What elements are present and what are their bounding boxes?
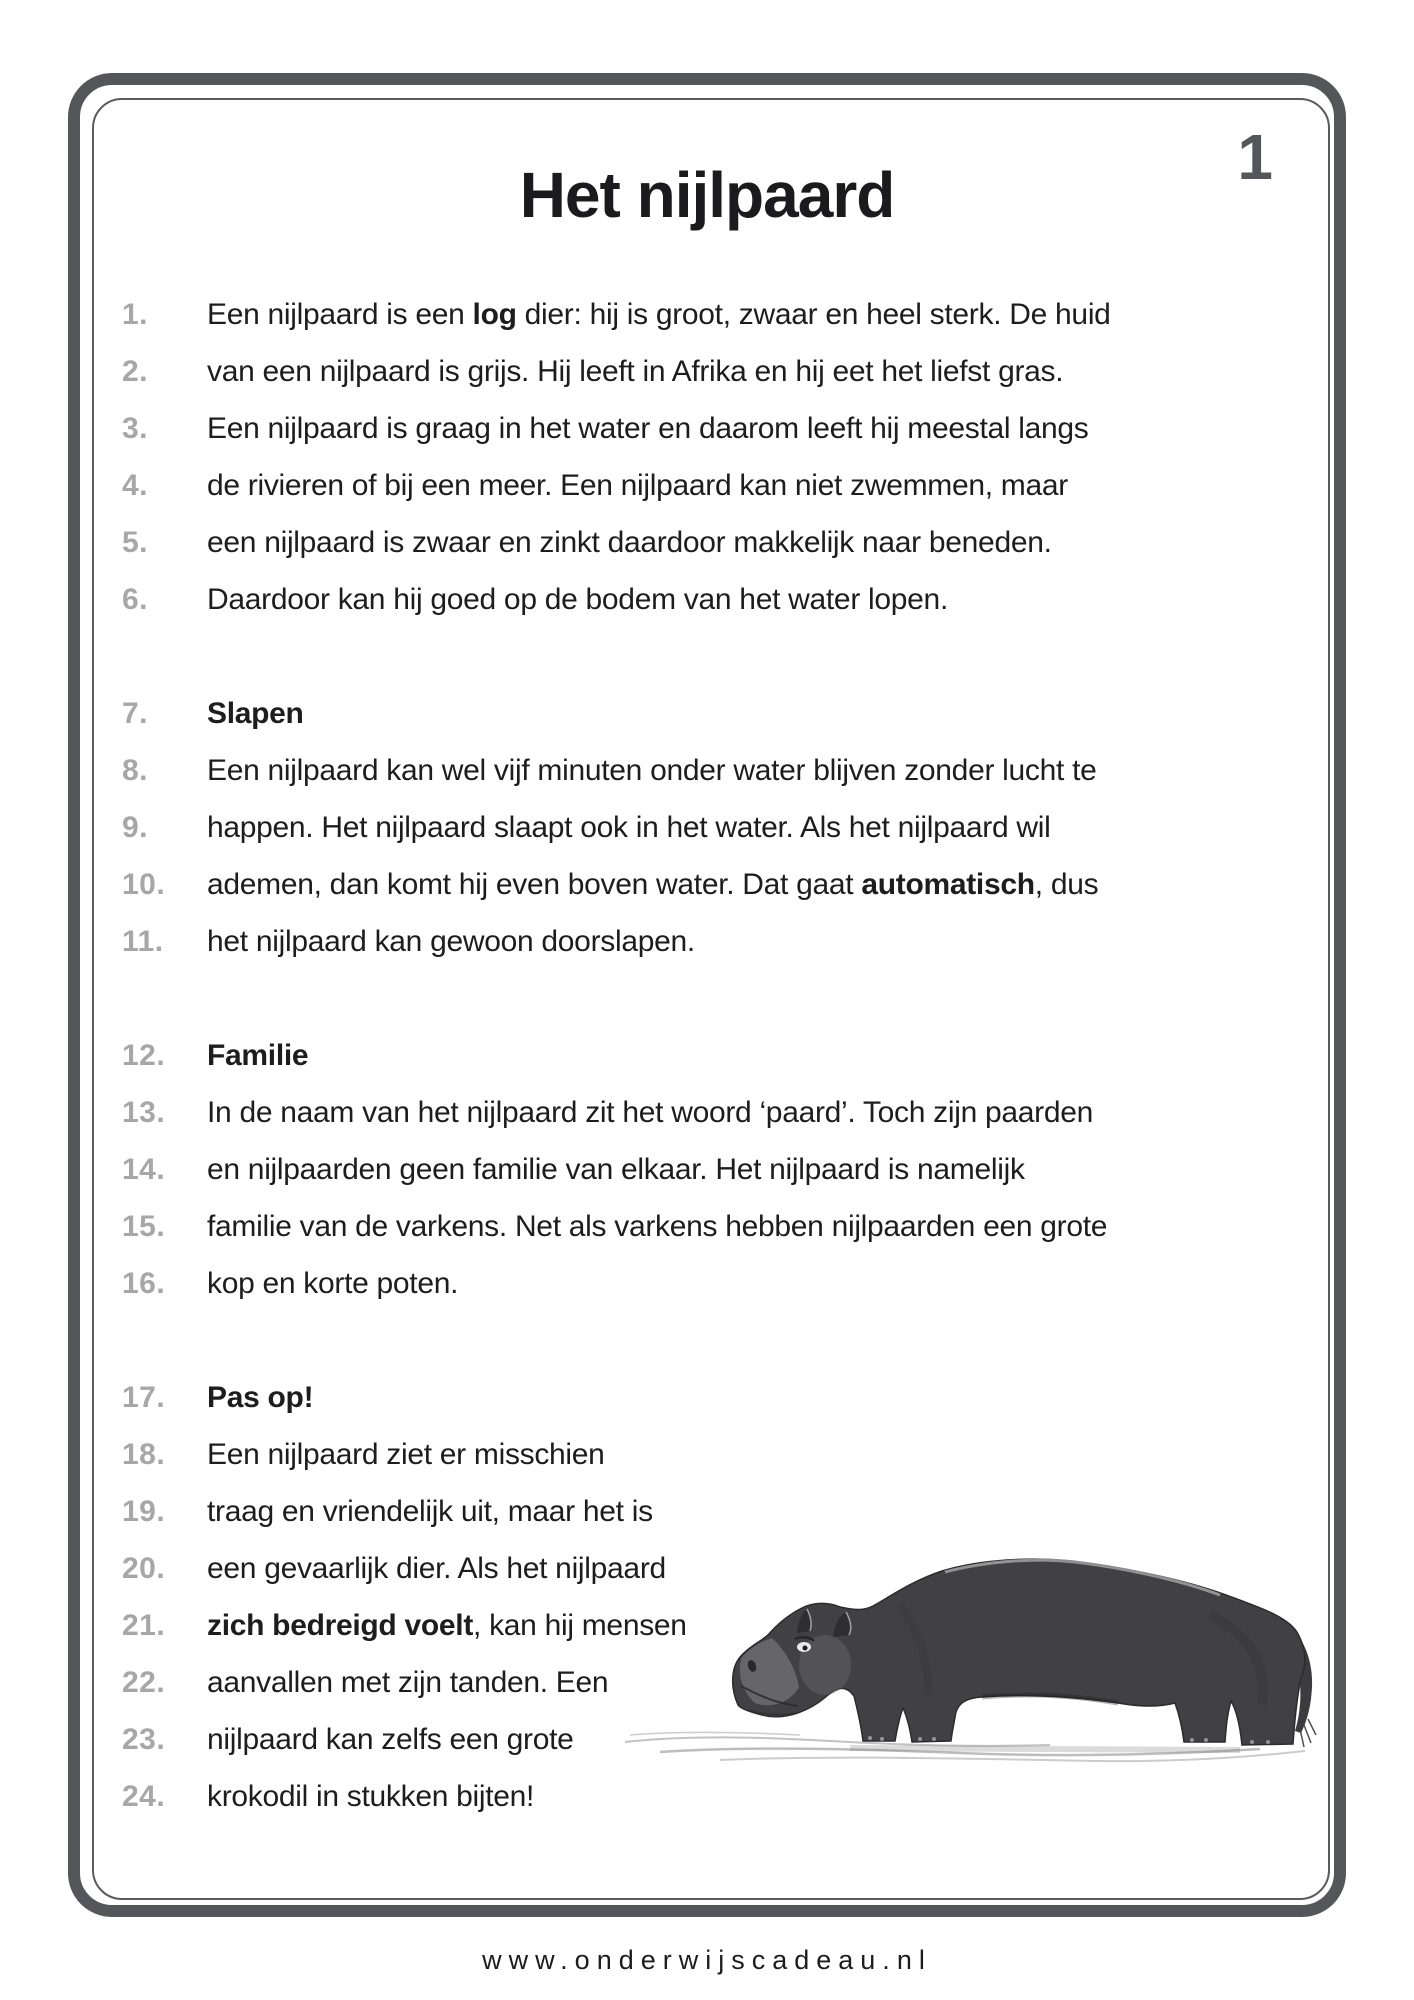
line-number: 5. xyxy=(122,526,149,559)
line-text: het nijlpaard kan gewoon doorslapen. xyxy=(207,925,695,958)
line-number: 22. xyxy=(122,1666,166,1699)
line-number: 15. xyxy=(122,1210,166,1243)
line-number: 7. xyxy=(122,697,149,730)
line-number: 16. xyxy=(122,1267,166,1300)
text-line xyxy=(94,1255,1334,1312)
line-number: 17. xyxy=(122,1381,166,1414)
text-line xyxy=(94,1768,1334,1825)
text-line xyxy=(94,1426,1334,1483)
line-number: 3. xyxy=(122,412,149,445)
line-text: zich bedreigd voelt, kan hij mensen xyxy=(207,1609,687,1642)
line-number: 20. xyxy=(122,1552,166,1585)
line-number: 14. xyxy=(122,1153,166,1186)
text-line xyxy=(94,1084,1334,1141)
line-number: 13. xyxy=(122,1096,166,1129)
text-line xyxy=(94,1027,1334,1084)
footer-url: www.onderwijscadeau.nl xyxy=(482,1945,932,1975)
line-text: Een nijlpaard is graag in het water en daarom leeft hij meestal langs xyxy=(207,412,1089,445)
text-line xyxy=(94,457,1334,514)
line-number: 9. xyxy=(122,811,149,844)
line-number: 19. xyxy=(122,1495,166,1528)
text-line xyxy=(94,742,1334,799)
hippo-illustration xyxy=(600,1545,1340,1775)
text-line xyxy=(94,343,1334,400)
line-text: de rivieren of bij een meer. Een nijlpaard kan niet zwemmen, maar xyxy=(207,469,1068,502)
line-text: een nijlpaard is zwaar en zinkt daardoor makkelijk naar beneden. xyxy=(207,526,1052,559)
text-line xyxy=(94,514,1334,571)
line-text: nijlpaard kan zelfs een grote xyxy=(207,1723,574,1756)
page-number: 1 xyxy=(1237,121,1273,193)
line-text: Daardoor kan hij goed op de bodem van het water lopen. xyxy=(207,583,948,616)
line-number: 1. xyxy=(122,298,149,331)
line-text: familie van de varkens. Net als varkens hebben nijlpaarden een grote xyxy=(207,1210,1108,1243)
text-section xyxy=(94,685,1334,970)
line-number: 11. xyxy=(122,925,164,958)
line-text: aanvallen met zijn tanden. Een xyxy=(207,1666,609,1699)
line-text: Familie xyxy=(207,1039,309,1072)
line-text: kop en korte poten. xyxy=(207,1267,459,1300)
line-text: ademen, dan komt hij even boven water. Dat gaat automatisch, dus xyxy=(207,868,1099,901)
line-text: Slapen xyxy=(207,697,304,730)
line-number: 21. xyxy=(122,1609,166,1642)
line-text: In de naam van het nijlpaard zit het woord ‘paard’. Toch zijn paarden xyxy=(207,1096,1093,1129)
page-title: Het nijlpaard xyxy=(519,159,895,231)
text-line xyxy=(94,856,1334,913)
text-line xyxy=(94,799,1334,856)
text-line xyxy=(94,571,1334,628)
text-line xyxy=(94,1483,1334,1540)
line-number: 23. xyxy=(122,1723,166,1756)
text-line xyxy=(94,400,1334,457)
line-text: Pas op! xyxy=(207,1381,314,1414)
line-text: een gevaarlijk dier. Als het nijlpaard xyxy=(207,1552,666,1585)
line-text: Een nijlpaard is een log dier: hij is groot, zwaar en heel sterk. De huid xyxy=(207,298,1111,331)
text-line xyxy=(94,1141,1334,1198)
line-text: Een nijlpaard ziet er misschien xyxy=(207,1438,605,1471)
line-text: happen. Het nijlpaard slaapt ook in het water. Als het nijlpaard wil xyxy=(207,811,1051,844)
line-number: 6. xyxy=(122,583,149,616)
line-number: 10. xyxy=(122,868,166,901)
text-line xyxy=(94,685,1334,742)
line-text: traag en vriendelijk uit, maar het is xyxy=(207,1495,653,1528)
text-section xyxy=(94,1027,1334,1312)
line-text: krokodil in stukken bijten! xyxy=(207,1780,535,1813)
text-section xyxy=(94,286,1334,628)
text-line xyxy=(94,913,1334,970)
line-number: 4. xyxy=(122,469,149,502)
line-number: 12. xyxy=(122,1039,166,1072)
line-text: Een nijlpaard kan wel vijf minuten onder water blijven zonder lucht te xyxy=(207,754,1097,787)
line-text: van een nijlpaard is grijs. Hij leeft in Afrika en hij eet het liefst gras. xyxy=(207,355,1064,388)
line-number: 8. xyxy=(122,754,149,787)
text-line xyxy=(94,1369,1334,1426)
line-number: 2. xyxy=(122,355,149,388)
text-line xyxy=(94,286,1334,343)
line-number: 18. xyxy=(122,1438,166,1471)
line-number: 24. xyxy=(122,1780,166,1813)
line-text: en nijlpaarden geen familie van elkaar. Het nijlpaard is namelijk xyxy=(207,1153,1025,1186)
text-line xyxy=(94,1198,1334,1255)
